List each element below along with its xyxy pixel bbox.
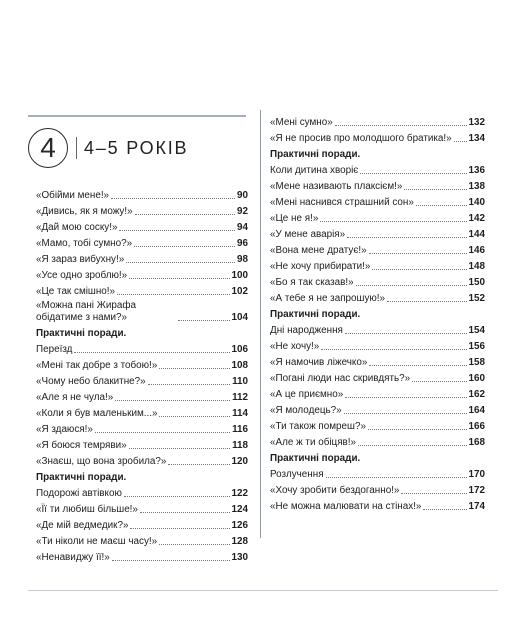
dot-leader xyxy=(130,528,229,529)
toc-entry-title: «Я боюся темряви» xyxy=(36,440,127,451)
dot-leader xyxy=(387,301,466,302)
toc-entry[interactable] xyxy=(36,234,248,250)
dot-leader xyxy=(347,237,466,238)
toc-entry-page: 162 xyxy=(468,389,485,400)
toc-entry-page: 108 xyxy=(231,360,248,371)
toc-entry[interactable] xyxy=(270,289,485,305)
toc-entry-title: «Я зараз вибухну!» xyxy=(36,254,125,265)
toc-entry-page: 92 xyxy=(237,206,248,217)
toc-entry[interactable] xyxy=(270,225,485,241)
toc-entry-page: 122 xyxy=(231,488,248,499)
toc-entry-title: «Усе одно зроблю!» xyxy=(36,270,128,281)
toc-entry-title: «Вона мене дратує!» xyxy=(270,245,367,256)
dot-leader xyxy=(401,493,466,494)
dot-leader xyxy=(178,320,230,321)
toc-entry-title: «Але ж ти обіцяв!» xyxy=(270,437,357,448)
toc-entry-title: «Коли я був маленьким...» xyxy=(36,408,158,419)
toc-entry-title: «Дай мою соску!» xyxy=(36,222,118,233)
toc-entry-page: 130 xyxy=(231,552,248,563)
toc-right-column xyxy=(270,113,485,513)
toc-entry[interactable] xyxy=(270,433,485,449)
toc-entry[interactable] xyxy=(270,369,485,385)
toc-entry-title: «Це так смішно!» xyxy=(36,286,116,297)
toc-entry-page: 170 xyxy=(468,469,485,480)
dot-leader xyxy=(372,269,466,270)
toc-entry[interactable] xyxy=(270,113,485,129)
dot-leader xyxy=(454,141,467,142)
toc-entry-title: «Бо я так сказав!» xyxy=(270,277,354,288)
toc-entry-page: 104 xyxy=(231,312,248,323)
toc-entry[interactable] xyxy=(36,218,248,234)
toc-entry[interactable] xyxy=(36,372,248,388)
dot-leader xyxy=(344,413,467,414)
dot-leader xyxy=(345,397,466,398)
toc-entry-title: «Не хочу!» xyxy=(270,341,320,352)
toc-entry-page: 96 xyxy=(237,238,248,249)
toc-entry-page: 146 xyxy=(468,245,485,256)
toc-entry-title: «Ти ніколи не маєш часу!» xyxy=(36,536,158,547)
dot-leader xyxy=(335,125,467,126)
toc-entry-page: 172 xyxy=(468,485,485,496)
toc-entry[interactable] xyxy=(36,420,248,436)
toc-entry[interactable] xyxy=(270,353,485,369)
toc-entry[interactable] xyxy=(36,532,248,548)
toc-entry[interactable] xyxy=(36,500,248,516)
toc-entry[interactable] xyxy=(270,193,485,209)
toc-entry[interactable] xyxy=(270,161,485,177)
toc-entry-page: 156 xyxy=(468,341,485,352)
toc-entry-page: 140 xyxy=(468,197,485,208)
toc-entry-title: «Обійми мене!» xyxy=(36,190,110,201)
toc-entry-title: «Це не я!» xyxy=(270,213,319,224)
chapter-separator xyxy=(76,137,77,159)
toc-entry[interactable] xyxy=(270,321,485,337)
toc-entry[interactable] xyxy=(36,186,248,202)
toc-entry-title: «Її ти любиш більше!» xyxy=(36,504,138,515)
dot-leader xyxy=(369,365,466,366)
section-heading: Практичні поради. xyxy=(270,453,361,464)
dot-leader xyxy=(111,198,235,199)
toc-entry-page: 102 xyxy=(231,286,248,297)
dot-leader xyxy=(95,432,230,433)
dot-leader xyxy=(140,512,230,513)
toc-left-column xyxy=(36,186,248,564)
toc-entry-page: 134 xyxy=(468,133,485,144)
toc-entry-title: Коли дитина хворіє xyxy=(270,165,359,176)
toc-entry-page: 164 xyxy=(468,405,485,416)
toc-entry-page: 148 xyxy=(468,261,485,272)
toc-entry-title: «Ти також помреш?» xyxy=(270,421,366,432)
section-heading: Практичні поради. xyxy=(36,472,127,483)
toc-entry-title: «А це приємно» xyxy=(270,389,344,400)
toc-entry-title: Дні народження xyxy=(270,325,343,336)
dot-leader xyxy=(321,349,466,350)
toc-entry-title: «Але я не чула!» xyxy=(36,392,114,403)
section-heading: Практичні поради. xyxy=(270,149,361,160)
dot-leader xyxy=(134,246,235,247)
toc-entry[interactable] xyxy=(270,241,485,257)
dot-leader xyxy=(356,285,467,286)
dot-leader xyxy=(168,464,229,465)
dot-leader xyxy=(368,429,467,430)
toc-entry-title: «А тебе я не запрошую!» xyxy=(270,293,386,304)
toc-entry[interactable] xyxy=(270,417,485,433)
toc-entry-title: Переїзд xyxy=(36,344,73,355)
toc-entry-page: 138 xyxy=(468,181,485,192)
toc-entry-title: Подорожі автівкою xyxy=(36,488,122,499)
toc-entry[interactable] xyxy=(36,452,248,468)
dot-leader xyxy=(360,173,466,174)
toc-entry-title: «Я не просив про молодшого братика!» xyxy=(270,133,452,144)
toc-entry-page: 158 xyxy=(468,357,485,368)
dot-leader xyxy=(74,352,229,353)
toc-entry[interactable] xyxy=(270,465,485,481)
toc-entry[interactable] xyxy=(270,209,485,225)
toc-entry-title: «Погані люди нас скривдять?» xyxy=(270,373,411,384)
toc-entry-title: «Я намочив ліжечко» xyxy=(270,357,368,368)
toc-entry-page: 142 xyxy=(468,213,485,224)
toc-entry-page: 152 xyxy=(468,293,485,304)
toc-entry-page: 136 xyxy=(468,165,485,176)
dot-leader xyxy=(320,221,466,222)
dot-leader xyxy=(115,400,230,401)
toc-entry-page: 144 xyxy=(468,229,485,240)
column-divider xyxy=(260,110,261,538)
toc-entry[interactable] xyxy=(36,282,248,298)
toc-entry[interactable] xyxy=(270,257,485,273)
toc-entry-title: «Можна пані Жирафа обідатиме з нами?» xyxy=(36,300,136,323)
toc-entry[interactable] xyxy=(270,481,485,497)
toc-entry[interactable] xyxy=(36,484,248,500)
dot-leader xyxy=(117,294,229,295)
toc-entry[interactable] xyxy=(36,548,248,564)
toc-entry[interactable] xyxy=(36,516,248,532)
dot-leader xyxy=(416,205,467,206)
toc-entry-page: 118 xyxy=(232,440,248,451)
top-rule xyxy=(28,115,246,117)
bottom-rule xyxy=(28,590,498,591)
dot-leader xyxy=(129,278,229,279)
toc-entry-page: 128 xyxy=(231,536,248,547)
toc-entry[interactable] xyxy=(36,202,248,218)
toc-entry-title: «Чому небо блакитне?» xyxy=(36,376,146,387)
dot-leader xyxy=(326,477,467,478)
toc-entry-title: «Мамо, тобі сумно?» xyxy=(36,238,133,249)
toc-entry-page: 90 xyxy=(237,190,248,201)
dot-leader xyxy=(112,560,230,561)
toc-entry-title: «Знаєш, що вона зробила?» xyxy=(36,456,167,467)
toc-entry-title: «Хочу зробити бездоганно!» xyxy=(270,485,400,496)
toc-entry-title: «Мені наснився страшний сон» xyxy=(270,197,414,208)
toc-entry[interactable] xyxy=(36,436,248,452)
toc-entry-title: «У мене аварія» xyxy=(270,229,346,240)
toc-entry-title: «Я молодець?» xyxy=(270,405,342,416)
toc-entry-title: «Мені так добре з тобою!» xyxy=(36,360,158,371)
toc-entry[interactable] xyxy=(36,298,248,324)
dot-leader xyxy=(148,384,230,385)
toc-entry-title: «Де мій ведмедик?» xyxy=(36,520,129,531)
toc-entry-page: 98 xyxy=(237,254,248,265)
toc-entry[interactable] xyxy=(270,385,485,401)
toc-entry[interactable] xyxy=(36,356,248,372)
toc-entry-page: 110 xyxy=(232,376,248,387)
toc-entry-title: «Я здаюся!» xyxy=(36,424,93,435)
toc-entry[interactable] xyxy=(36,250,248,266)
dot-leader xyxy=(126,262,235,263)
toc-entry-title: «Не можна малювати на стінах!» xyxy=(270,501,422,512)
dot-leader xyxy=(423,509,466,510)
toc-entry-page: 124 xyxy=(231,504,248,515)
toc-entry[interactable] xyxy=(270,273,485,289)
toc-entry[interactable] xyxy=(270,337,485,353)
dot-leader xyxy=(119,230,235,231)
chapter-number: 4 xyxy=(28,128,68,168)
toc-entry-page: 112 xyxy=(232,392,248,403)
dot-leader xyxy=(159,416,230,417)
dot-leader xyxy=(345,333,467,334)
toc-entry-page: 100 xyxy=(231,270,248,281)
dot-leader xyxy=(135,214,235,215)
toc-entry-title: «Ненавиджу її!» xyxy=(36,552,110,563)
toc-entry-page: 126 xyxy=(231,520,248,531)
chapter-title: 4–5 РОКІВ xyxy=(84,137,189,158)
toc-entry-title: «Дивись, як я можу!» xyxy=(36,206,133,217)
section-heading: Практичні поради. xyxy=(270,309,361,320)
toc-entry-page: 166 xyxy=(468,421,485,432)
toc-entry-page: 114 xyxy=(232,408,248,419)
dot-leader xyxy=(159,368,229,369)
toc-entry-title: «Мені сумно» xyxy=(270,117,333,128)
toc-entry[interactable] xyxy=(270,401,485,417)
dot-leader xyxy=(404,189,466,190)
toc-entry-page: 154 xyxy=(468,325,485,336)
toc-entry-title: Розлучення xyxy=(270,469,324,480)
toc-entry[interactable] xyxy=(36,404,248,420)
dot-leader xyxy=(412,381,466,382)
toc-entry-page: 160 xyxy=(468,373,485,384)
dot-leader xyxy=(159,544,229,545)
toc-entry[interactable] xyxy=(270,129,485,145)
toc-entry-title: «Мене називають плаксієм!» xyxy=(270,181,403,192)
toc-entry-page: 120 xyxy=(231,456,248,467)
dot-leader xyxy=(129,448,230,449)
dot-leader xyxy=(369,253,467,254)
toc-entry[interactable] xyxy=(36,266,248,282)
toc-entry-title: «Не хочу прибирати!» xyxy=(270,261,371,272)
section-heading: Практичні поради. xyxy=(36,328,127,339)
toc-entry-page: 94 xyxy=(237,222,248,233)
toc-entry[interactable] xyxy=(36,388,248,404)
toc-entry-page: 132 xyxy=(468,117,485,128)
toc-entry-page: 174 xyxy=(468,501,485,512)
toc-entry-page: 150 xyxy=(468,277,485,288)
dot-leader xyxy=(124,496,230,497)
toc-entry[interactable] xyxy=(270,177,485,193)
toc-entry-page: 168 xyxy=(468,437,485,448)
chapter-header xyxy=(28,128,188,168)
toc-entry[interactable] xyxy=(270,497,485,513)
dot-leader xyxy=(358,445,466,446)
toc-entry-page: 116 xyxy=(232,424,248,435)
toc-entry[interactable] xyxy=(36,340,248,356)
toc-entry-page: 106 xyxy=(231,344,248,355)
